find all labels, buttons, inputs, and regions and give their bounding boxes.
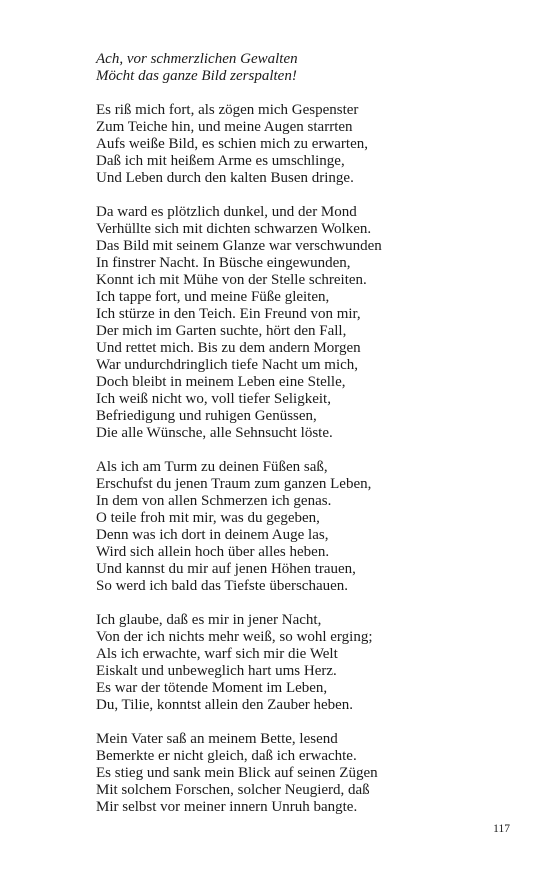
verse-line: Befriedigung und ruhigen Genüssen, <box>96 408 317 424</box>
verse-line: Und rettet mich. Bis zu dem andern Morgen <box>96 340 361 356</box>
verse-line: Es riß mich fort, als zögen mich Gespenster <box>96 102 359 118</box>
verse-line: In dem von allen Schmerzen ich genas. <box>96 493 332 509</box>
verse-line: Zum Teiche hin, und meine Augen starrten <box>96 119 353 135</box>
verse-line: Ach, vor schmerzlichen Gewalten <box>96 51 298 67</box>
verse-line: Aufs weiße Bild, es schien mich zu erwarten, <box>96 136 368 152</box>
stanza <box>96 731 516 816</box>
poem-text <box>96 51 516 833</box>
stanza <box>96 612 516 714</box>
verse-line: War undurchdringlich tiefe Nacht um mich, <box>96 357 359 373</box>
verse-line: Da ward es plötzlich dunkel, und der Mond <box>96 204 357 220</box>
verse-line: Bemerkte er nicht gleich, daß ich erwachte. <box>96 748 357 764</box>
verse-line: Der mich im Garten suchte, hört den Fall, <box>96 323 347 339</box>
stanza <box>96 51 516 85</box>
verse-line: Als ich erwachte, warf sich mir die Welt <box>96 646 338 662</box>
verse-line: Doch bleibt in meinem Leben eine Stelle, <box>96 374 346 390</box>
verse-line: Es stieg und sank mein Blick auf seinen Zügen <box>96 765 378 781</box>
verse-line: Wird sich allein hoch über alles heben. <box>96 544 330 560</box>
verse-line: Ich weiß nicht wo, voll tiefer Seligkeit, <box>96 391 331 407</box>
verse-line: Ich tappe fort, und meine Füße gleiten, <box>96 289 330 305</box>
stanza <box>96 204 516 442</box>
verse-line: Mir selbst vor meiner innern Unruh bangte. <box>96 799 358 815</box>
verse-line: Erschufst du jenen Traum zum ganzen Leben, <box>96 476 372 492</box>
verse-line: Daß ich mit heißem Arme es umschlinge, <box>96 153 345 169</box>
verse-line: Und Leben durch den kalten Busen dringe. <box>96 170 354 186</box>
page-number: 117 <box>493 823 510 835</box>
verse-line: Und kannst du mir auf jenen Höhen trauen, <box>96 561 356 577</box>
verse-line: Mit solchem Forschen, solcher Neugierd, daß <box>96 782 370 798</box>
verse-line: Mein Vater saß an meinem Bette, lesend <box>96 731 338 747</box>
verse-line: Es war der tötende Moment im Leben, <box>96 680 328 696</box>
verse-line: Konnt ich mit Mühe von der Stelle schreiten. <box>96 272 367 288</box>
verse-line: Ich glaube, daß es mir in jener Nacht, <box>96 612 322 628</box>
verse-line: Ich stürze in den Teich. Ein Freund von mir, <box>96 306 361 322</box>
verse-line: O teile froh mit mir, was du gegeben, <box>96 510 320 526</box>
verse-line: So werd ich bald das Tiefste überschauen. <box>96 578 349 594</box>
stanza <box>96 459 516 595</box>
verse-line: Als ich am Turm zu deinen Füßen saß, <box>96 459 328 475</box>
verse-line: Von der ich nichts mehr weiß, so wohl erging; <box>96 629 373 645</box>
verse-line: In finstrer Nacht. In Büsche eingewunden, <box>96 255 351 271</box>
verse-line: Denn was ich dort in deinem Auge las, <box>96 527 329 543</box>
stanza <box>96 102 516 187</box>
verse-line: Du, Tilie, konntst allein den Zauber heben. <box>96 697 354 713</box>
verse-line: Verhüllte sich mit dichten schwarzen Wolken. <box>96 221 372 237</box>
verse-line: Eiskalt und unbeweglich hart ums Herz. <box>96 663 337 679</box>
verse-line: Möcht das ganze Bild zerspalten! <box>96 68 297 84</box>
verse-line: Die alle Wünsche, alle Sehnsucht löste. <box>96 425 333 441</box>
verse-line: Das Bild mit seinem Glanze war verschwunden <box>96 238 382 254</box>
